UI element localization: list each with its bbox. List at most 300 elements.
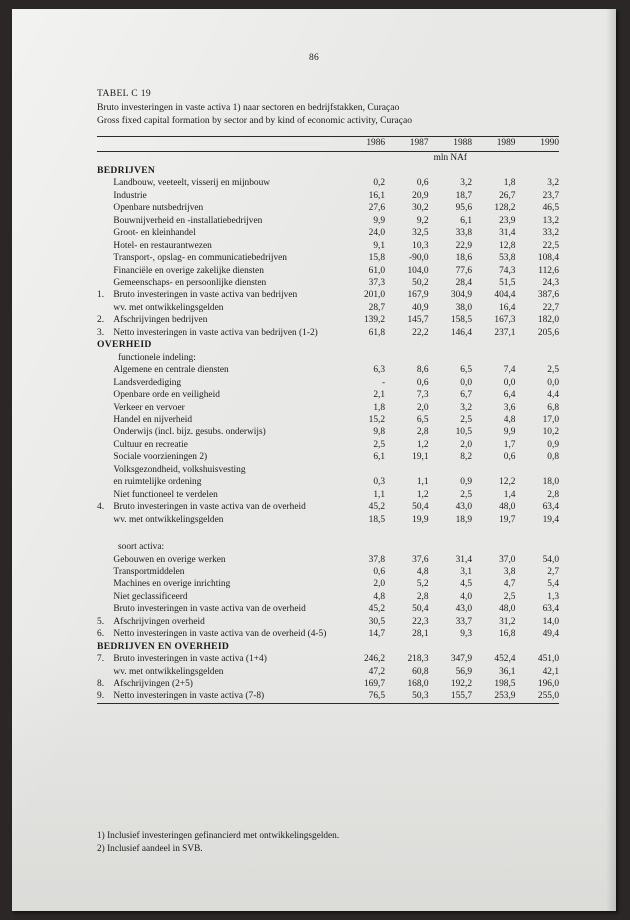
cell-1989: 1,4 xyxy=(503,489,516,500)
table-row xyxy=(97,364,559,376)
cell-1986: 37,8 xyxy=(368,554,386,565)
table-row xyxy=(97,628,559,640)
row-label: Volksgezondheid, volkshuisvesting xyxy=(113,464,246,475)
table-bottom-rule-cell xyxy=(97,703,559,715)
table-row xyxy=(97,389,559,401)
column-header-year-1987: 1987 xyxy=(385,137,428,152)
cell-1988: 43,0 xyxy=(455,502,473,513)
cell-1990: 2,8 xyxy=(547,489,559,500)
row-index xyxy=(97,190,113,202)
cell-1989: 3,8 xyxy=(503,566,516,577)
cell-1986: 18,5 xyxy=(368,514,386,525)
cell-1989: 53,8 xyxy=(499,253,516,264)
table-id: TABEL C 19 xyxy=(97,88,152,99)
cell-1989: 128,2 xyxy=(494,203,516,214)
row-label: Machines en overige inrichting xyxy=(113,579,231,590)
cell-1990: 24,3 xyxy=(542,277,559,288)
table-row xyxy=(97,514,559,526)
cell-1988: 38,0 xyxy=(455,302,473,313)
row-label: Openbare orde en veiligheid xyxy=(113,390,220,401)
cell-1990: 10,2 xyxy=(542,427,559,438)
cell-1987: 6,5 xyxy=(416,414,429,425)
cell-1986: 14,7 xyxy=(368,629,386,640)
cell-1989: 7,4 xyxy=(503,365,516,376)
cell-1987: 1,2 xyxy=(416,489,429,500)
row-index xyxy=(97,277,113,289)
row-label: Cultuur en recreatie xyxy=(113,439,188,450)
cell-1990: 22,7 xyxy=(542,302,559,313)
cell-1988 xyxy=(429,464,472,476)
row-index xyxy=(97,554,113,566)
cell-1988: 158,5 xyxy=(450,315,473,326)
cell-1989: 404,4 xyxy=(494,290,516,301)
cell-1986: 27,6 xyxy=(368,203,386,214)
table-row xyxy=(97,566,559,578)
table-row xyxy=(97,603,559,615)
row-label: Netto investeringen in vaste activa (7-8) xyxy=(113,691,265,702)
row-index: 2. xyxy=(97,315,105,326)
cell-1989: 0,0 xyxy=(503,377,516,388)
cell-1989: 167,3 xyxy=(494,315,516,326)
row-index xyxy=(97,414,113,426)
cell-1986: 6,1 xyxy=(373,452,386,463)
cell-1990: 108,4 xyxy=(537,253,559,264)
cell-1988: 56,9 xyxy=(455,666,473,677)
cell-1989: 198,5 xyxy=(494,679,516,690)
cell-1989: 9,9 xyxy=(503,427,516,438)
row-label: Handel en nijverheid xyxy=(113,414,193,425)
cell-1987: 1,2 xyxy=(416,439,429,450)
table-header-block xyxy=(97,87,567,128)
cell-1990: 63,4 xyxy=(542,502,559,513)
cell-1986: 61,0 xyxy=(368,265,386,276)
table-row xyxy=(97,252,559,264)
cell-1988: 95,6 xyxy=(455,203,473,214)
row-label: wv. met ontwikkelingsgelden xyxy=(113,302,224,313)
cell-1989: 16,4 xyxy=(499,302,516,313)
cell-1988: 8,2 xyxy=(460,452,473,463)
cell-1987: 0,6 xyxy=(416,377,429,388)
section-heading-row xyxy=(97,165,559,177)
cell-1987: 50,4 xyxy=(412,604,429,615)
cell-1986: 45,2 xyxy=(368,604,386,615)
table-row xyxy=(97,265,559,277)
footnotes xyxy=(97,830,559,856)
row-label: Groot- en kleinhandel xyxy=(113,228,196,239)
cell-1990: 0,0 xyxy=(547,377,559,388)
cell-1989: 4,7 xyxy=(503,579,516,590)
cell-1986: 0,3 xyxy=(373,477,386,488)
cell-1988: 31,4 xyxy=(455,554,473,565)
cell-1989: 452,4 xyxy=(494,654,516,665)
row-index xyxy=(97,426,113,438)
cell-1987: 8,6 xyxy=(416,365,429,376)
cell-1990: 63,4 xyxy=(542,604,559,615)
row-index xyxy=(97,240,113,252)
table-row xyxy=(97,414,559,426)
cell-1987: 168,0 xyxy=(407,679,429,690)
cell-1986: 2,5 xyxy=(373,439,386,450)
cell-1989: 2,5 xyxy=(503,591,516,602)
row-label: Hotel- en restaurantwezen xyxy=(113,240,212,251)
cell-1986: 1,8 xyxy=(373,402,386,413)
cell-1990: 54,0 xyxy=(542,554,559,565)
cell-1989: 31,4 xyxy=(499,228,516,239)
row-label: wv. met ontwikkelingsgelden xyxy=(113,514,224,525)
table-unit-label: mln NAf xyxy=(433,153,467,164)
section-subheading: functionele indeling: xyxy=(118,352,196,363)
cell-1988: 18,6 xyxy=(455,253,473,264)
cell-1988: 0,0 xyxy=(460,377,473,388)
table-year-header xyxy=(97,137,559,152)
row-label: en ruimtelijke ordening xyxy=(113,477,202,488)
row-index xyxy=(97,202,113,214)
table-row xyxy=(97,314,559,326)
table-row xyxy=(97,489,559,501)
row-label: Financiële en overige zakelijke diensten xyxy=(113,265,264,276)
row-label: Sociale voorzieningen 2) xyxy=(113,452,208,463)
cell-1987: 40,9 xyxy=(412,302,429,313)
cell-1989: 31,2 xyxy=(499,616,516,627)
table-unit-row xyxy=(97,152,559,165)
table-row xyxy=(97,501,559,513)
cell-1989: 12,8 xyxy=(499,240,516,251)
table-row xyxy=(97,666,559,678)
cell-1989 xyxy=(472,464,515,476)
cell-1988: 304,9 xyxy=(450,290,473,301)
row-index xyxy=(97,603,113,615)
cell-1989: 19,7 xyxy=(499,514,516,525)
cell-1989: 23,9 xyxy=(499,215,516,226)
cell-1986: 9,9 xyxy=(373,215,386,226)
cell-1986: 6,3 xyxy=(373,365,386,376)
column-header-year-1986: 1986 xyxy=(342,137,385,152)
section-subheading-row xyxy=(97,526,559,553)
row-index xyxy=(97,377,113,389)
row-label: Landsverdediging xyxy=(113,377,182,388)
row-index xyxy=(97,302,113,314)
cell-1990 xyxy=(515,464,559,476)
cell-1987: 2,0 xyxy=(416,402,429,413)
cell-1990: 0,8 xyxy=(547,452,559,463)
table-title-dutch: Bruto investeringen in vaste activa 1) naar sectoren en bedrijfstakken, Curaçao xyxy=(97,101,400,113)
table-row xyxy=(97,302,559,314)
cell-1989: 37,0 xyxy=(499,554,516,565)
table-row xyxy=(97,690,559,703)
cell-1988: 4,5 xyxy=(460,579,473,590)
table-row xyxy=(97,554,559,566)
cell-1989: 36,1 xyxy=(499,666,516,677)
table-row xyxy=(97,439,559,451)
cell-1988: 192,2 xyxy=(450,679,473,690)
cell-1986: 9,8 xyxy=(373,427,386,438)
table-row xyxy=(97,327,559,339)
cell-1990: 46,5 xyxy=(542,203,559,214)
row-index xyxy=(97,439,113,451)
cell-1989: 253,9 xyxy=(494,691,516,702)
cell-1988: 6,1 xyxy=(460,215,473,226)
cell-1987: 22,3 xyxy=(412,616,429,627)
cell-1990: 196,0 xyxy=(537,679,559,690)
cell-1986: - xyxy=(381,377,386,388)
cell-1987: 28,1 xyxy=(412,629,429,640)
table-row xyxy=(97,240,559,252)
cell-1989: 0,6 xyxy=(503,452,516,463)
row-index xyxy=(97,464,113,476)
page-number: 86 xyxy=(309,53,319,63)
cell-1987: 9,2 xyxy=(416,215,429,226)
row-label: Afschrijvingen overheid xyxy=(113,616,205,627)
cell-1986: 4,8 xyxy=(373,591,386,602)
table-row xyxy=(97,190,559,202)
document-page xyxy=(12,9,616,911)
cell-1988: 3,2 xyxy=(460,178,473,189)
section-heading: BEDRIJVEN xyxy=(97,164,156,176)
section-subheading: soort activa: xyxy=(118,542,165,553)
cell-1986 xyxy=(342,464,385,476)
row-label: Bruto investeringen in vaste activa (1+4) xyxy=(113,654,267,665)
cell-1989: 6,4 xyxy=(503,390,516,401)
cell-1986: 201,0 xyxy=(363,290,386,301)
table-row xyxy=(97,616,559,628)
row-index: 6. xyxy=(97,629,105,640)
cell-1989: 4,8 xyxy=(503,414,516,425)
column-header-year-1990: 1990 xyxy=(515,137,559,152)
row-index xyxy=(97,666,113,678)
row-label: Netto investeringen in vaste activa van bedrijven (1-2) xyxy=(113,327,318,338)
row-label: Bouwnijverheid en -installatiebedrijven xyxy=(113,215,263,226)
row-label: Bruto investeringen in vaste activa van de overheid xyxy=(113,604,306,615)
cell-1987: 5,2 xyxy=(416,579,429,590)
cell-1987: 2,8 xyxy=(416,591,429,602)
page-content xyxy=(12,9,616,911)
cell-1988: 43,0 xyxy=(455,604,473,615)
table-row xyxy=(97,678,559,690)
row-label: Gemeenschaps- en persoonlijke diensten xyxy=(113,277,267,288)
cell-1987: 10,3 xyxy=(412,240,429,251)
cell-1986: 2,1 xyxy=(373,390,386,401)
cell-1987: 167,9 xyxy=(407,290,429,301)
table-row xyxy=(97,202,559,214)
cell-1989: 26,7 xyxy=(499,190,516,201)
cell-1987: 30,2 xyxy=(412,203,429,214)
table-unit-spacer xyxy=(97,152,342,165)
row-label: Onderwijs (incl. bijz. gesubs. onderwijs) xyxy=(113,427,266,438)
row-label: Bruto investeringen in vaste activa van bedrijven xyxy=(113,290,298,301)
row-index: 3. xyxy=(97,327,105,338)
cell-1990: 23,7 xyxy=(542,190,559,201)
cell-1989: 3,6 xyxy=(503,402,516,413)
row-index xyxy=(97,451,113,463)
table-row xyxy=(97,591,559,603)
cell-1986: 9,1 xyxy=(373,240,386,251)
table-row xyxy=(97,451,559,463)
cell-1987: 104,0 xyxy=(407,265,429,276)
column-header-year-1988: 1988 xyxy=(429,137,472,152)
cell-1987: 145,7 xyxy=(407,315,429,326)
row-label: Transport-, opslag- en communicatiebedrijven xyxy=(113,253,287,264)
cell-1987: -90,0 xyxy=(409,253,429,264)
row-label: Gebouwen en overige werken xyxy=(113,554,226,565)
row-label: wv. met ontwikkelingsgelden xyxy=(113,666,224,677)
cell-1988: 18,7 xyxy=(455,190,473,201)
cell-1989: 12,2 xyxy=(499,477,516,488)
row-label: Transportmiddelen xyxy=(113,566,185,577)
row-index: 7. xyxy=(97,654,105,665)
cell-1988: 2,0 xyxy=(460,439,473,450)
cell-1990: 6,8 xyxy=(547,402,559,413)
cell-1990: 49,4 xyxy=(542,629,559,640)
row-index xyxy=(97,566,113,578)
cell-1987: 37,6 xyxy=(412,554,429,565)
cell-1986: 28,7 xyxy=(368,302,386,313)
row-index xyxy=(97,489,113,501)
cell-1988: 0,9 xyxy=(460,477,473,488)
cell-1990: 4,4 xyxy=(547,390,559,401)
cell-1990: 0,9 xyxy=(547,439,559,450)
table-row xyxy=(97,402,559,414)
cell-1990: 1,3 xyxy=(547,591,559,602)
section-heading-row xyxy=(97,641,559,653)
cell-1987 xyxy=(385,464,428,476)
row-index: 4. xyxy=(97,502,105,513)
cell-1988: 10,5 xyxy=(455,427,473,438)
table-row xyxy=(97,377,559,389)
row-label: Landbouw, veeteelt, visserij en mijnbouw xyxy=(113,178,271,189)
row-index xyxy=(97,265,113,277)
cell-1988: 77,6 xyxy=(455,265,473,276)
table-row xyxy=(97,476,559,488)
section-heading: BEDRIJVEN EN OVERHEID xyxy=(97,640,230,652)
row-index: 9. xyxy=(97,691,105,702)
row-index xyxy=(97,227,113,239)
cell-1989: 16,8 xyxy=(499,629,516,640)
cell-1990: 2,5 xyxy=(547,365,559,376)
cell-1990: 112,6 xyxy=(538,265,559,276)
cell-1988: 18,9 xyxy=(455,514,473,525)
cell-1990: 33,2 xyxy=(542,228,559,239)
table-bottom-rule xyxy=(97,703,559,715)
cell-1989: 48,0 xyxy=(499,604,516,615)
cell-1987: 20,9 xyxy=(412,190,429,201)
row-index xyxy=(97,215,113,227)
cell-1990: 182,0 xyxy=(537,315,559,326)
cell-1987: 2,8 xyxy=(416,427,429,438)
cell-1986: 24,0 xyxy=(368,228,386,239)
cell-1988: 347,9 xyxy=(450,654,473,665)
cell-1987: 50,3 xyxy=(412,691,429,702)
cell-1990: 19,4 xyxy=(542,514,559,525)
row-index xyxy=(97,402,113,414)
cell-1990: 22,5 xyxy=(542,240,559,251)
row-label: Bruto investeringen in vaste activa van de overheid xyxy=(113,502,306,513)
cell-1988: 2,5 xyxy=(460,489,473,500)
row-index xyxy=(97,389,113,401)
cell-1988: 6,5 xyxy=(460,365,473,376)
cell-1987: 218,3 xyxy=(407,654,429,665)
cell-1987: 50,2 xyxy=(412,277,429,288)
row-index: 5. xyxy=(97,616,105,627)
cell-1988: 6,7 xyxy=(460,390,473,401)
row-label: Industrie xyxy=(113,190,147,201)
cell-1988: 155,7 xyxy=(450,691,473,702)
table-row xyxy=(97,277,559,289)
section-heading-row xyxy=(97,339,559,351)
year-header-spacer-index xyxy=(97,137,113,152)
cell-1986: 76,5 xyxy=(368,691,386,702)
row-label: Afschrijvingen bedrijven xyxy=(113,315,208,326)
cell-1986: 169,7 xyxy=(363,679,386,690)
cell-1989: 1,7 xyxy=(503,439,516,450)
cell-1988: 3,1 xyxy=(460,566,473,577)
footnote-2: 2) Inclusief aandeel in SVB. xyxy=(97,844,203,855)
cell-1990: 205,6 xyxy=(537,327,559,338)
cell-1990: 2,7 xyxy=(547,566,559,577)
table-row xyxy=(97,215,559,227)
table-row xyxy=(97,227,559,239)
cell-1990: 18,0 xyxy=(542,477,559,488)
cell-1989: 48,0 xyxy=(499,502,516,513)
cell-1989: 51,5 xyxy=(499,277,516,288)
section-heading: OVERHEID xyxy=(97,339,152,351)
row-index xyxy=(97,476,113,488)
cell-1986: 37,3 xyxy=(368,277,386,288)
cell-1988: 146,4 xyxy=(450,327,473,338)
cell-1987: 7,3 xyxy=(416,390,429,401)
cell-1990: 451,0 xyxy=(537,654,559,665)
data-table xyxy=(97,136,559,715)
cell-1989: 74,3 xyxy=(499,265,516,276)
row-index xyxy=(97,591,113,603)
footnote-1: 1) Inclusief investeringen gefinancierd met ontwikkelingsgelden. xyxy=(97,831,340,841)
cell-1986: 16,1 xyxy=(368,190,386,201)
cell-1986: 15,8 xyxy=(368,253,386,264)
table-row xyxy=(97,289,559,301)
cell-1986: 0,6 xyxy=(373,566,386,577)
row-index: 1. xyxy=(97,290,105,301)
cell-1990: 42,1 xyxy=(542,666,559,677)
row-index: 8. xyxy=(97,679,105,690)
row-label: Openbare nutsbedrijven xyxy=(113,203,204,214)
cell-1987: 19,1 xyxy=(412,452,429,463)
cell-1990: 387,6 xyxy=(537,290,559,301)
row-index xyxy=(97,252,113,264)
table-row xyxy=(97,177,559,189)
table-title-english: Gross fixed capital formation by sector and by kind of economic activity, Curaçao xyxy=(97,115,413,127)
cell-1986: 246,2 xyxy=(363,654,386,665)
row-label: Netto investeringen in vaste activa van de overheid (4-5) xyxy=(113,629,327,640)
table-row xyxy=(97,464,559,476)
cell-1989: 237,1 xyxy=(494,327,516,338)
cell-1987: 0,6 xyxy=(416,178,429,189)
table-row xyxy=(97,578,559,590)
row-index xyxy=(97,364,113,376)
row-index xyxy=(97,514,113,526)
cell-1987: 19,9 xyxy=(412,514,429,525)
cell-1987: 22,2 xyxy=(412,327,429,338)
cell-1990: 17,0 xyxy=(542,414,559,425)
cell-1990: 3,2 xyxy=(547,178,559,189)
cell-1986: 139,2 xyxy=(363,315,386,326)
cell-1988: 3,2 xyxy=(460,402,473,413)
row-label: Afschrijvingen (2+5) xyxy=(113,679,193,690)
cell-1988: 22,9 xyxy=(455,240,473,251)
cell-1986: 1,1 xyxy=(373,489,386,500)
section-subheading-row xyxy=(97,352,559,364)
cell-1990: 5,4 xyxy=(547,579,559,590)
cell-1987: 4,8 xyxy=(416,566,429,577)
cell-1987: 50,4 xyxy=(412,502,429,513)
